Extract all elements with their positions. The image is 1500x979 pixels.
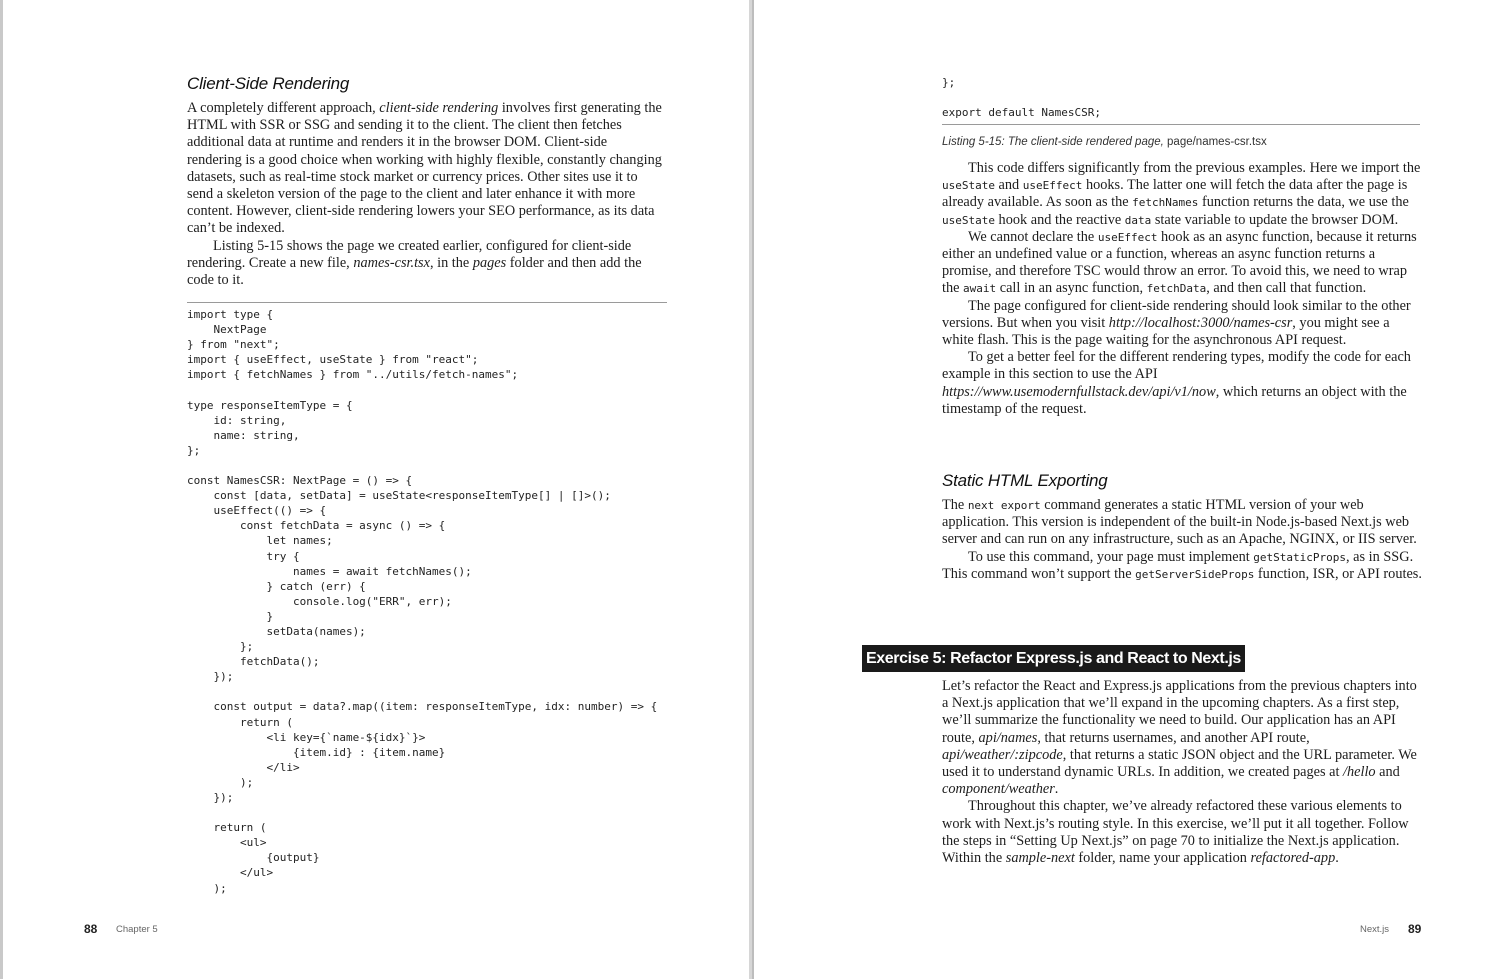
paragraph: A completely different approach, client-side rendering involves first generating the HTML with SSR or SSG and sending it to the client. The client then fetches additional data at runtime and renders it in the browser DOM. Client-side rendering is a good choice when working with highly flexible, constantly changing datasets, such as real-time stock market or currency prices. Other sites use it to send a skeleton version of the page to the client and later enhance it with more content. However, client-side rendering lowers your SEO performance, as its data can’t be indexed.	[187, 100, 662, 237]
listing-bottom-rule	[942, 124, 1420, 125]
right-body-text-2	[942, 497, 1422, 583]
right-page	[752, 0, 1500, 979]
listing-top-rule	[187, 302, 667, 303]
right-body-text-1	[942, 160, 1422, 418]
emphasis-filename: names-csr.tsx	[353, 254, 430, 271]
listing-caption: Listing 5-15: The client-side rendered page, page/names-csr.tsx	[942, 136, 1267, 148]
paragraph: Let’s refactor the React and Express.js applications from the previous chapters into a Next.js application that we’ll expand in the upcoming chapters. As a first step, we’ll summarize the functionality we need to build. Our application has an API route, api/names, that returns usernames, and another API route, api/weather/:zipcode, that returns a static JSON object and the URL parameter. We used it to understand dynamic URLs. In addition, we created pages at /hello and component/weather.	[942, 678, 1417, 798]
url-emphasis: https://www.usemodernfullstack.dev/api/v1/now	[942, 383, 1216, 400]
section-heading-static-html-exporting: Static HTML Exporting	[942, 471, 1108, 490]
section-heading-client-side-rendering: Client-Side Rendering	[187, 74, 350, 93]
paragraph: To use this command, your page must implement getStaticProps, as in SSG. This command won’t support the getServerSideProps function, ISR, or API routes.	[942, 548, 1422, 582]
code-listing-names-csr: import type { NextPage } from "next"; import { useEffect, useState } from "react"; import { fetchNames } from "../utils/fetch-names"; type responseItemType = { id: string, name: string, }; const NamesCSR: NextPage = () => { const [data, setData] = useState<responseItemType[] | []>(); useEffect(() => { const fetchData = async () => { let names; try { names = await fetchNames(); } catch (err) { console.log("ERR", err); } setData(names); }; fetchData(); }); const output = data?.map((item: responseItemType, idx: number) => { return ( <li key={`name-${idx}`}> {item.id} : {item.name} </li> ); }); return ( <ul> {output} </ul> );	[187, 308, 658, 895]
paragraph: We cannot declare the useEffect hook as an async function, because it returns either an undefined value or a function, whereas an async function returns a promise, and therefore TSC would throw an error. To avoid this, we need to wrap the await call in an async function, fetchData, and then call that function.	[942, 228, 1417, 297]
emphasis-folder: pages	[472, 254, 507, 271]
exercise-heading: Exercise 5: Refactor Express.js and React to Next.js	[862, 645, 1245, 672]
running-head: Next.js	[1360, 924, 1390, 935]
left-body-text	[187, 100, 665, 289]
page-number: 89	[1408, 922, 1422, 936]
paragraph: The page configured for client-side rendering should look similar to the other versions. But when you visit http://localhost:3000/names-csr, you might see a white flash. This is the page waiting for the asynchronous API request.	[942, 297, 1411, 349]
emphasis: client-side rendering	[379, 100, 499, 116]
paragraph: This code differs significantly from the previous examples. Here we import the useState and useEffect hooks. The latter one will fetch the data after the page is already available. As soon as the fetchNames function returns the data, we use the useState hook and the reactive data state variable to update the browser DOM.	[942, 160, 1421, 228]
page-number: 88	[84, 922, 98, 936]
url-emphasis: http://localhost:3000/names-csr	[1108, 314, 1293, 331]
paragraph: To get a better feel for the different rendering types, modify the code for each example in this section to use the API https://www.usemodernfullstack.dev/api/v1/now, which returns an object with the timestamp of the request.	[942, 349, 1411, 417]
paragraph: The next export command generates a static HTML version of your web application. This version is independent of the built-in Node.js-based Next.js web server and can run on any infrastructure, such as an Apache, NGINX, or IIS server.	[942, 497, 1417, 548]
paragraph: Throughout this chapter, we’ve already refactored these various elements to work with Next.js’s routing style. In this exercise, we’ll put it all together. Follow the steps in “Setting Up Next.js” on page 70 to initialize the Next.js application. Within the sample-next folder, name your application refactored-app.	[942, 798, 1409, 867]
running-head: Chapter 5	[116, 924, 158, 935]
paragraph: Listing 5-15 shows the page we created earlier, configured for client-side rendering. Create a new file, names-csr.tsx, in the pages folder and then add the code to it.	[187, 237, 642, 289]
right-body-text-3	[942, 678, 1422, 867]
code-listing-end: }; export default NamesCSR;	[942, 76, 1101, 119]
